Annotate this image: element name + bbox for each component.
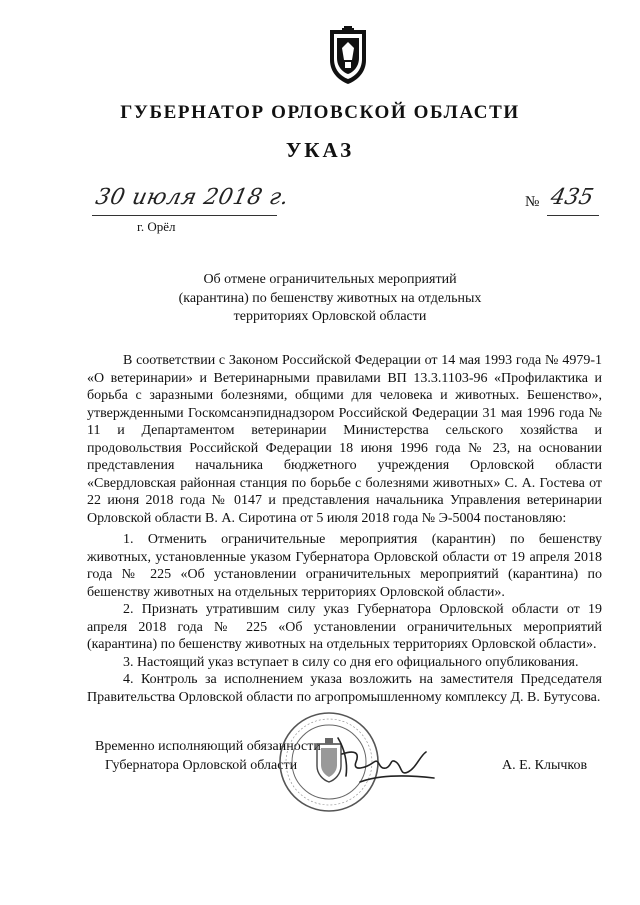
signatory-position-line2: Губернатора Орловской области xyxy=(105,758,298,773)
preamble-paragraph: В соответствии с Законом Российской Федерации от 14 мая 1993 года № 4979-1 «О ветеринарии» и Ветеринарными правилами ВП 13.3.1103-96 «Профилактика и борьба с заразными болезнями, общими для человека и животных. Бешенство», утвержденными Госкомсанэпиднадзором Российской Федерации 31 мая 1996 года № 11 и Департаментом ветеринарии Министерства сельского хозяйства и продовольствия Российской Федерации 18 июня 1996 года № 23, на основании представления начальника бюджетного учреждения Орловской области «Свердловская районная станция по борьбе с болезнями животных» С. А. Гостева от 22 июня 2018 года № 0147 и представления начальника Управления ветеринарии Орловской области В. А. Сиротина от 5 июля 2018 года № Э-5004 постановляю: xyxy=(87,353,602,526)
city-label: г. Орёл xyxy=(137,219,176,234)
issuing-authority: ГУБЕРНАТОР ОРЛОВСКОЙ ОБЛАСТИ xyxy=(120,102,520,123)
handwritten-date: 30 июля 2018 г. xyxy=(93,185,292,210)
decree-item: 2. Признать утратившим силу указ Губернатора Орловской области от 19 апреля 2018 года № 225 «Об установлении ограничительных мероприятий (карантина) по бешенству животных на отдельных территориях Орловской области». xyxy=(87,602,602,652)
date-underline xyxy=(92,215,277,216)
handwritten-signature-icon xyxy=(330,732,440,790)
decree-item: 3. Настоящий указ вступает в силу со дня его официального опубликования. xyxy=(123,654,579,670)
subject-line: территориях Орловской области xyxy=(233,309,427,324)
subject-line: Об отмене ограничительных мероприятий xyxy=(203,272,457,287)
decree-items xyxy=(87,531,602,706)
decree-subject xyxy=(140,271,520,327)
signatory-name: А. Е. Клычков xyxy=(502,758,588,773)
number-field xyxy=(515,185,605,217)
number-sign: № xyxy=(525,194,540,210)
date-field xyxy=(92,185,292,217)
document-type: УКАЗ xyxy=(285,138,355,162)
decree-item: 4. Контроль за исполнением указа возложить на заместителя Председателя Правительства Орловской области по агропромышленному комплексу Д. В. Бутусова. xyxy=(87,672,602,705)
coat-of-arms-icon xyxy=(324,26,372,86)
subject-line: (карантина) по бешенству животных на отдельных xyxy=(178,290,482,306)
signatory-position-line1: Временно исполняющий обязанности xyxy=(95,739,321,754)
handwritten-number: 435 xyxy=(548,185,596,210)
decree-item: 1. Отменить ограничительные мероприятия (карантин) по бешенству животных, установленные указом Губернатора Орловской области от 19 апреля 2018 года № 225 «Об установлении ограничительных мероприятий (карантина) по бешенству животных на отдельных территориях Орловской области». xyxy=(87,532,602,600)
number-underline xyxy=(547,215,599,216)
